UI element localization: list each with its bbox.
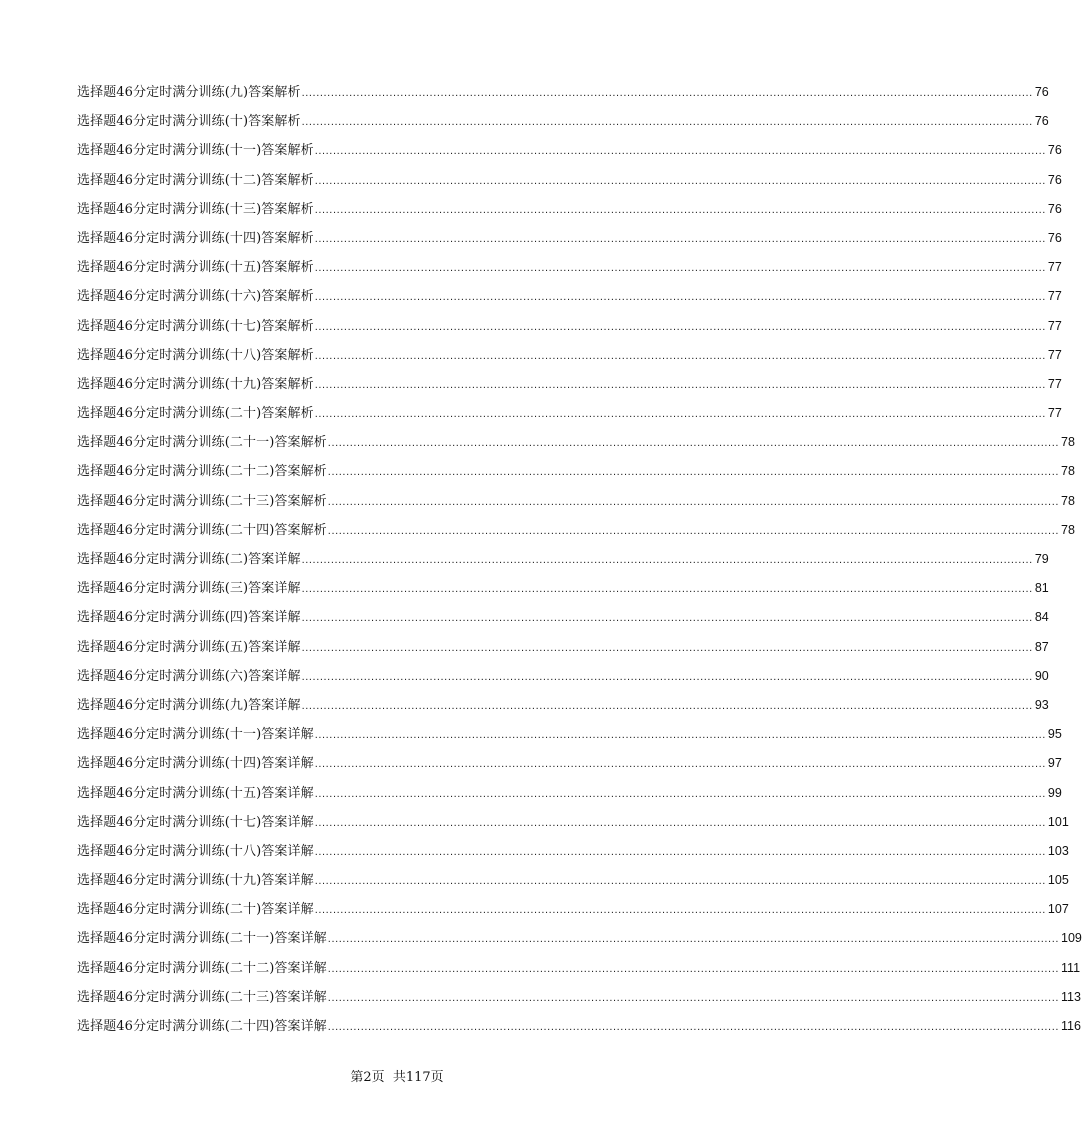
toc-entry[interactable] xyxy=(77,895,1069,924)
toc-entry-title: 选择题46分定时满分训练(二十三)答案解析 xyxy=(77,493,327,509)
toc-entry-page: 78 xyxy=(1061,464,1075,479)
toc-entry-title: 选择题46分定时满分训练(二十四)答案详解 xyxy=(77,1019,327,1034)
toc-entry[interactable] xyxy=(77,837,1069,866)
toc-entry[interactable] xyxy=(77,808,1069,837)
toc-entry[interactable] xyxy=(77,341,1062,370)
page-number-footer: 第2页 共117页 xyxy=(350,1070,444,1085)
toc-entry-title: 选择题46分定时满分训练(二十二)答案详解 xyxy=(77,960,327,976)
toc-entry-title: 选择题46分定时满分训练(十)答案解析 xyxy=(77,114,301,130)
toc-entry[interactable] xyxy=(77,224,1062,253)
toc-dot-leader: ........................................................................................................................................................................................................ xyxy=(314,174,1046,187)
toc-entry[interactable] xyxy=(77,107,1049,136)
toc-entry[interactable] xyxy=(77,516,1075,545)
toc-entry-page: 76 xyxy=(1047,230,1062,245)
toc-dot-leader: ........................................................................................................................................................................................................ xyxy=(327,466,1060,479)
toc-entry-page: 76 xyxy=(1047,143,1062,158)
toc-entry-title: 选择题46分定时满分训练(十九)答案详解 xyxy=(77,873,314,889)
toc-entry[interactable] xyxy=(77,195,1062,224)
toc-entry[interactable] xyxy=(77,749,1062,778)
toc-entry-title: 选择题46分定时满分训练(十六)答案解析 xyxy=(77,289,314,305)
toc-dot-leader: ........................................................................................................................................................................................................ xyxy=(314,203,1046,216)
toc-entry[interactable] xyxy=(77,166,1062,195)
toc-entry[interactable] xyxy=(77,720,1062,749)
toc-entry-title: 选择题46分定时满分训练(二十一)答案解析 xyxy=(77,435,327,451)
toc-entry-title: 选择题46分定时满分训练(二十)答案解析 xyxy=(77,406,314,422)
toc-entry-page: 103 xyxy=(1047,843,1069,858)
toc-entry-title: 选择题46分定时满分训练(十一)答案解析 xyxy=(77,143,314,159)
toc-entry-title: 选择题46分定时满分训练(十八)答案解析 xyxy=(77,347,314,363)
toc-entry-title: 选择题46分定时满分训练(五)答案详解 xyxy=(77,639,301,655)
toc-entry-title: 选择题46分定时满分训练(十四)答案解析 xyxy=(77,230,314,246)
toc-dot-leader: ........................................................................................................................................................................................................ xyxy=(314,262,1046,275)
toc-entry-page: 84 xyxy=(1034,610,1049,625)
toc-entry-page: 76 xyxy=(1034,114,1049,129)
toc-entry-page: 78 xyxy=(1061,435,1075,450)
toc-dot-leader: ........................................................................................................................................................................................................ xyxy=(314,758,1046,771)
toc-entry-title: 选择题46分定时满分训练(九)答案详解 xyxy=(77,697,301,713)
toc-entry-page: 77 xyxy=(1047,347,1062,362)
toc-entry-title: 选择题46分定时满分训练(十一)答案详解 xyxy=(77,727,314,743)
toc-entry-page: 77 xyxy=(1047,289,1062,304)
toc-entry-page: 99 xyxy=(1047,785,1062,800)
toc-dot-leader: ........................................................................................................................................................................................................ xyxy=(314,232,1046,245)
toc-entry-title: 选择题46分定时满分训练(二)答案详解 xyxy=(77,552,301,567)
toc-dot-leader: ........................................................................................................................................................................................................ xyxy=(301,87,1033,99)
toc-entry-title: 选择题46分定时满分训练(二十)答案详解 xyxy=(77,902,314,918)
toc-entry[interactable] xyxy=(77,633,1049,662)
toc-entry[interactable] xyxy=(77,136,1062,165)
toc-dot-leader: ........................................................................................................................................................................................................ xyxy=(314,408,1046,421)
toc-entry-page: 109 xyxy=(1061,931,1082,946)
toc-dot-leader: ........................................................................................................................................................................................................ xyxy=(314,787,1046,800)
toc-entry-title: 选择题46分定时满分训练(十五)答案解析 xyxy=(77,260,314,276)
toc-entry[interactable] xyxy=(77,312,1062,341)
toc-dot-leader: ........................................................................................................................................................................................................ xyxy=(314,320,1046,333)
toc-entry-title: 选择题46分定时满分训练(二十二)答案解析 xyxy=(77,464,327,480)
toc-entry-page: 77 xyxy=(1047,376,1062,391)
toc-dot-leader: ........................................................................................................................................................................................................ xyxy=(301,554,1033,566)
toc-entry-title: 选择题46分定时满分训练(十四)答案详解 xyxy=(77,756,314,772)
toc-entry-page: 76 xyxy=(1034,85,1049,99)
toc-entry-page: 76 xyxy=(1047,172,1062,187)
toc-entry[interactable] xyxy=(77,282,1062,311)
toc-entry[interactable] xyxy=(77,954,1081,983)
toc-entry-title: 选择题46分定时满分训练(二十四)答案解析 xyxy=(77,522,327,538)
toc-entry-page: 81 xyxy=(1034,581,1049,596)
toc-entry-page: 105 xyxy=(1047,873,1069,888)
toc-entry[interactable] xyxy=(77,370,1062,399)
toc-entry-title: 选择题46分定时满分训练(十九)答案解析 xyxy=(77,376,314,392)
toc-entry[interactable] xyxy=(77,399,1062,428)
toc-entry-page: 87 xyxy=(1034,639,1049,654)
toc-dot-leader: ........................................................................................................................................................................................................ xyxy=(314,875,1046,888)
toc-dot-leader: ........................................................................................................................................................................................................ xyxy=(314,291,1046,304)
toc-entry-page: 107 xyxy=(1047,902,1069,917)
toc-entry-page: 101 xyxy=(1047,814,1069,829)
toc-entry-title: 选择题46分定时满分训练(六)答案详解 xyxy=(77,668,301,684)
toc-entry-title: 选择题46分定时满分训练(十八)答案详解 xyxy=(77,843,314,859)
toc-entry[interactable] xyxy=(77,662,1049,691)
toc-dot-leader: ........................................................................................................................................................................................................ xyxy=(301,116,1033,129)
toc-entry-title: 选择题46分定时满分训练(十五)答案详解 xyxy=(77,785,314,801)
toc-dot-leader: ........................................................................................................................................................................................................ xyxy=(301,641,1033,654)
toc-entry-title: 选择题46分定时满分训练(十二)答案解析 xyxy=(77,172,314,188)
toc-entry[interactable] xyxy=(77,603,1049,632)
toc-entry[interactable] xyxy=(77,866,1069,895)
toc-dot-leader: ........................................................................................................................................................................................................ xyxy=(327,1021,1060,1033)
toc-entry-title: 选择题46分定时满分训练(十七)答案详解 xyxy=(77,814,314,830)
toc-entry[interactable] xyxy=(77,487,1075,516)
toc-dot-leader: ........................................................................................................................................................................................................ xyxy=(327,495,1060,508)
toc-dot-leader: ........................................................................................................................................................................................................ xyxy=(314,729,1046,742)
toc-dot-leader: ........................................................................................................................................................................................................ xyxy=(314,349,1046,362)
table-of-contents xyxy=(77,78,1082,1041)
toc-entry[interactable] xyxy=(77,779,1062,808)
toc-entry-page: 93 xyxy=(1034,697,1049,712)
toc-entry[interactable] xyxy=(77,78,1049,107)
toc-entry[interactable] xyxy=(77,457,1075,486)
toc-dot-leader: ........................................................................................................................................................................................................ xyxy=(327,962,1060,975)
toc-entry-page: 90 xyxy=(1034,668,1049,683)
toc-entry[interactable] xyxy=(77,253,1062,282)
toc-entry-page: 116 xyxy=(1061,1019,1081,1033)
toc-entry[interactable] xyxy=(77,428,1075,457)
toc-entry[interactable] xyxy=(77,924,1082,953)
toc-entry-page: 113 xyxy=(1061,989,1081,1004)
toc-entry-page: 97 xyxy=(1047,756,1062,771)
toc-entry-page: 77 xyxy=(1047,406,1062,421)
toc-entry-page: 111 xyxy=(1061,960,1081,975)
toc-dot-leader: ........................................................................................................................................................................................................ xyxy=(301,612,1033,625)
toc-entry-page: 78 xyxy=(1061,493,1075,508)
toc-entry-title: 选择题46分定时满分训练(三)答案详解 xyxy=(77,581,301,597)
toc-dot-leader: ........................................................................................................................................................................................................ xyxy=(314,845,1046,858)
toc-dot-leader: ........................................................................................................................................................................................................ xyxy=(327,933,1060,946)
toc-dot-leader: ........................................................................................................................................................................................................ xyxy=(314,378,1046,391)
toc-dot-leader: ........................................................................................................................................................................................................ xyxy=(314,145,1046,158)
toc-dot-leader: ........................................................................................................................................................................................................ xyxy=(301,699,1033,712)
toc-entry-title: 选择题46分定时满分训练(四)答案详解 xyxy=(77,610,301,626)
toc-entry-page: 77 xyxy=(1047,318,1062,333)
toc-entry[interactable] xyxy=(77,983,1081,1012)
toc-entry-title: 选择题46分定时满分训练(九)答案解析 xyxy=(77,85,301,100)
toc-entry-title: 选择题46分定时满分训练(十三)答案解析 xyxy=(77,201,314,217)
toc-entry-page: 76 xyxy=(1047,201,1062,216)
toc-entry-title: 选择题46分定时满分训练(十七)答案解析 xyxy=(77,318,314,334)
toc-dot-leader: ........................................................................................................................................................................................................ xyxy=(314,816,1046,829)
toc-entry-page: 95 xyxy=(1047,727,1062,742)
toc-entry[interactable] xyxy=(77,574,1049,603)
toc-dot-leader: ........................................................................................................................................................................................................ xyxy=(314,904,1046,917)
toc-dot-leader: ........................................................................................................................................................................................................ xyxy=(327,437,1060,450)
toc-dot-leader: ........................................................................................................................................................................................................ xyxy=(327,524,1060,537)
toc-dot-leader: ........................................................................................................................................................................................................ xyxy=(301,583,1033,596)
toc-entry[interactable] xyxy=(77,545,1049,574)
toc-entry-page: 77 xyxy=(1047,260,1062,275)
toc-entry-title: 选择题46分定时满分训练(二十三)答案详解 xyxy=(77,989,327,1005)
toc-entry-title: 选择题46分定时满分训练(二十一)答案详解 xyxy=(77,931,327,947)
toc-dot-leader: ........................................................................................................................................................................................................ xyxy=(327,991,1060,1004)
toc-entry-page: 78 xyxy=(1061,522,1075,537)
toc-entry[interactable] xyxy=(77,1012,1081,1041)
toc-entry[interactable] xyxy=(77,691,1049,720)
toc-dot-leader: ........................................................................................................................................................................................................ xyxy=(301,670,1033,683)
toc-entry-page: 79 xyxy=(1034,552,1049,566)
